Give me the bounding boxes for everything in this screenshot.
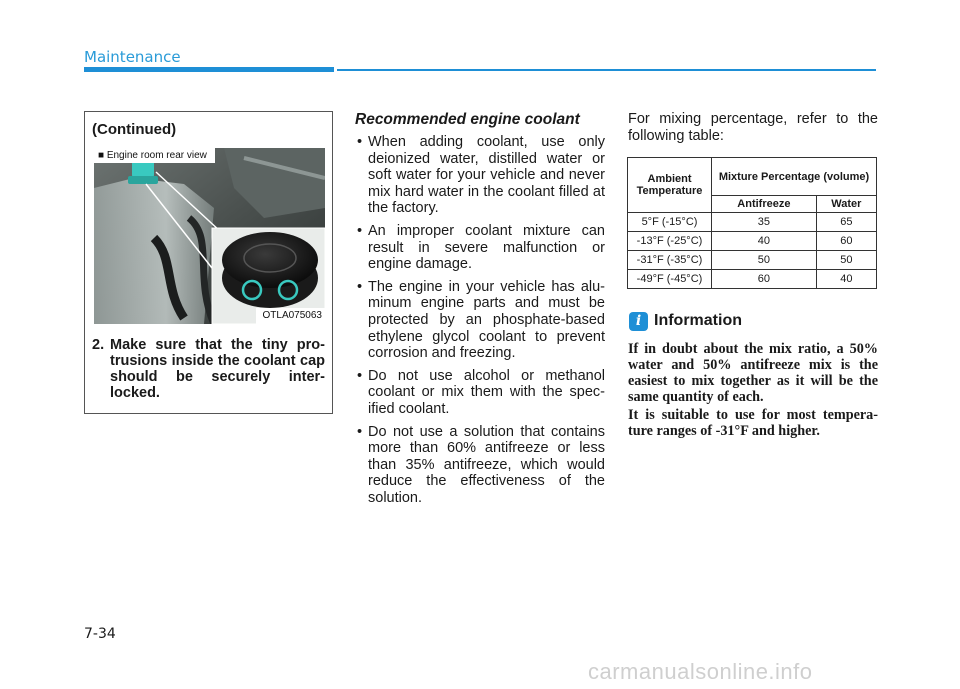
table-row	[628, 251, 877, 270]
step-number: 2.	[92, 337, 105, 353]
information-title: Information	[654, 312, 742, 329]
water-cell: 50	[816, 251, 876, 270]
continued-title: (Continued)	[92, 121, 177, 138]
list-item: • An improper coolant mixture can result in severe malfunction or engine damage.	[357, 222, 605, 273]
list-item: • The engine in your vehicle has alu-minum engine parts and must be protected by an phosphate-based ethylene glycol coolant to prevent corrosion and freezing.	[357, 278, 605, 362]
step-text: Make sure that the tiny pro-trusions inside the coolant cap should be securely inter-locked.	[110, 337, 325, 401]
photo-caption: ■ Engine room rear view	[94, 148, 215, 163]
coolant-bullet-list	[355, 134, 605, 512]
col-ambient: Ambient Temperature	[628, 158, 712, 213]
engine-room-illustration	[94, 148, 325, 324]
table-row	[628, 270, 877, 289]
temp-cell: -31°F (-35°C)	[628, 251, 712, 270]
antifreeze-cell: 50	[712, 251, 817, 270]
header-rule	[337, 69, 876, 71]
col-water: Water	[816, 196, 876, 213]
photo-code: OTLA075063	[256, 308, 326, 324]
header-rule-accent	[84, 67, 334, 72]
temp-cell: 5°F (-15°C)	[628, 213, 712, 232]
table-row	[628, 232, 877, 251]
watermark: carmanualsonline.info	[588, 659, 813, 684]
antifreeze-cell: 40	[712, 232, 817, 251]
engine-room-photo	[94, 148, 325, 324]
information-paragraph: If in doubt about the mix ratio, a 50% water and 50% antifreeze mix is the easiest to mix together as it will be the same quantity of each.	[628, 341, 878, 405]
water-cell: 65	[816, 213, 876, 232]
temp-cell: -49°F (-45°C)	[628, 270, 712, 289]
col-mixture: Mixture Percentage (volume)	[712, 158, 877, 196]
info-icon: i	[629, 312, 648, 331]
table-row	[628, 213, 877, 232]
mix-intro: For mixing percentage, refer to the following table:	[628, 111, 878, 144]
col-antifreeze: Antifreeze	[712, 196, 817, 213]
antifreeze-cell: 60	[712, 270, 817, 289]
water-cell: 40	[816, 270, 876, 289]
bullet-text: Do not use a solution that contains more than 60% antifreeze or less than 35% antifreeze, which would reduce the effectiveness of the solution.	[368, 423, 605, 506]
coolant-heading: Recommended engine coolant	[355, 111, 580, 128]
list-item: • When adding coolant, use only deionized water, distilled water or soft water for your vehicle and never mix hard water in the coolant filled at the factory.	[357, 134, 605, 217]
list-item: • Do not use alcohol or methanol coolant or mix them with the spec-ified coolant.	[357, 367, 605, 417]
bullet-text: The engine in your vehicle has alu-minum engine parts and must be protected by an phosphate-based ethylene glycol coolant to prevent corrosion and freezing.	[368, 278, 605, 362]
section-title: Maintenance	[84, 48, 181, 66]
page-number: 7-34	[84, 626, 116, 642]
bullet-text: An improper coolant mixture can result in severe malfunction or engine damage.	[368, 222, 605, 273]
bullet-text: Do not use alcohol or methanol coolant or mix them with the spec-ified coolant.	[368, 367, 605, 417]
information-paragraph: It is suitable to use for most tempera-ture ranges of -31°F and higher.	[628, 407, 878, 439]
water-cell: 60	[816, 232, 876, 251]
bullet-text: When adding coolant, use only deionized water, distilled water or soft water for your vehicle and never mix hard water in the coolant filled at the factory.	[368, 134, 605, 217]
mix-table	[627, 157, 877, 289]
temp-cell: -13°F (-25°C)	[628, 232, 712, 251]
list-item: • Do not use a solution that contains more than 60% antifreeze or less than 35% antifreeze, which would reduce the effectiveness of the solution.	[357, 423, 605, 506]
antifreeze-cell: 35	[712, 213, 817, 232]
step-2	[92, 337, 325, 401]
continued-box	[84, 111, 333, 414]
